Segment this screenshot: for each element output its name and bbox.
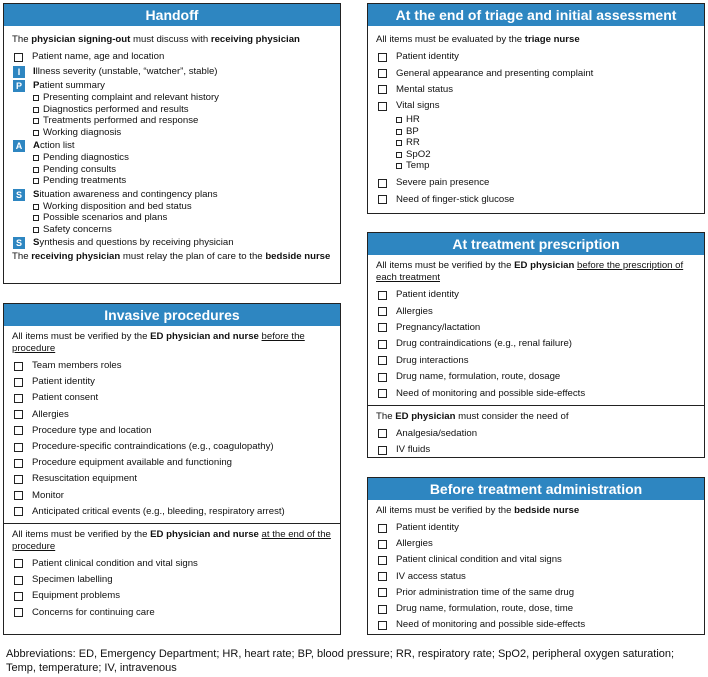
handoff-outro: The receiving physician must relay the plan of care to the bedside nurse <box>12 251 331 263</box>
triage-item[interactable]: Mental status <box>376 82 696 98</box>
checkbox[interactable] <box>378 588 387 597</box>
action-sub-item[interactable]: Pending treatments <box>33 175 129 187</box>
invasive-title: Invasive procedures <box>4 304 340 326</box>
checkbox[interactable] <box>396 117 402 123</box>
ipass-action-list: A Action list Pending diagnostics Pending consults Pending treatments <box>12 140 332 187</box>
prescription-item[interactable]: Need of monitoring and possible side-effects <box>376 385 696 401</box>
checkbox[interactable] <box>378 356 387 365</box>
summary-sub-item[interactable]: Treatments performed and response <box>33 115 219 127</box>
checkbox[interactable] <box>33 204 39 210</box>
triage-intro: All items must be evaluated by the triage nurse <box>376 34 580 45</box>
prescription-consider-item[interactable]: Analgesia/sedation <box>376 426 696 442</box>
situation-sub-item[interactable]: Safety concerns <box>33 224 218 236</box>
prescription-item[interactable]: Patient identity <box>376 287 696 303</box>
invasive-end-item[interactable]: Concerns for continuing care <box>12 604 332 620</box>
checkbox[interactable] <box>378 621 387 630</box>
administration-item[interactable]: Allergies <box>376 536 696 552</box>
triage-item[interactable]: Patient identity <box>376 49 696 65</box>
checkbox[interactable] <box>33 95 39 101</box>
invasive-end-item[interactable]: Equipment problems <box>12 588 332 604</box>
prescription-item[interactable]: Drug contraindications (e.g., renal failure) <box>376 336 696 352</box>
invasive-before-item[interactable]: Procedure type and location <box>12 423 332 439</box>
checkbox[interactable] <box>396 152 402 158</box>
ipass-letter-p: P <box>13 80 25 92</box>
prescription-consider-intro: The ED physician must consider the need of <box>376 410 569 422</box>
checkbox[interactable] <box>378 389 387 398</box>
ipass-letter-a: A <box>13 140 25 152</box>
checkbox[interactable] <box>378 291 387 300</box>
handoff-item-patient-info[interactable]: Patient name, age and location <box>12 49 332 65</box>
invasive-before-item[interactable]: Procedure equipment available and functioning <box>12 455 332 471</box>
ipass-situation: S Situation awareness and contingency plans Working disposition and bed status Possible scenarios and plans Safety concerns <box>12 189 332 236</box>
prescription-item[interactable]: Drug interactions <box>376 353 696 369</box>
checkbox[interactable] <box>33 155 39 161</box>
handoff-panel <box>3 3 341 284</box>
administration-item[interactable]: Patient identity <box>376 520 696 536</box>
administration-item[interactable]: IV access status <box>376 569 696 585</box>
prescription-item[interactable]: Pregnancy/lactation <box>376 320 696 336</box>
checkbox[interactable] <box>378 556 387 565</box>
checkbox[interactable] <box>33 178 39 184</box>
checkbox[interactable] <box>33 118 39 124</box>
checkbox[interactable] <box>14 459 23 468</box>
checkbox[interactable] <box>378 195 387 204</box>
triage-item[interactable]: Need of finger-stick glucose <box>376 191 696 207</box>
checkbox[interactable] <box>396 163 402 169</box>
checkbox[interactable] <box>14 559 23 568</box>
checkbox[interactable] <box>378 429 387 438</box>
invasive-before-item[interactable]: Anticipated critical events (e.g., bleeding, respiratory arrest) <box>12 504 332 520</box>
triage-item-vital-signs[interactable]: Vital signs <box>376 98 696 114</box>
abbreviations-footnote: Abbreviations: ED, Emergency Department; HR, heart rate; BP, blood pressure; RR, respiratory rate; SpO2, peripheral oxygen saturation; Temp, temperature; IV, intravenous <box>6 648 675 674</box>
invasive-before-item[interactable]: Allergies <box>12 407 332 423</box>
vital-sub-item[interactable]: Temp <box>376 161 696 173</box>
checkbox[interactable] <box>33 167 39 173</box>
vital-sub-item[interactable]: BP <box>376 126 696 138</box>
checkbox[interactable] <box>378 572 387 581</box>
vital-sub-item[interactable]: HR <box>376 115 696 127</box>
checkbox[interactable] <box>14 53 23 62</box>
prescription-intro: All items must be verified by the ED physician before the prescription of each treatment <box>376 260 684 283</box>
invasive-before-item[interactable]: Patient identity <box>12 374 332 390</box>
checkbox[interactable] <box>14 576 23 585</box>
checkbox[interactable] <box>378 524 387 533</box>
checkbox[interactable] <box>378 85 387 94</box>
checkbox[interactable] <box>378 323 387 332</box>
checkbox[interactable] <box>378 540 387 549</box>
checkbox[interactable] <box>396 140 402 146</box>
action-sub-item[interactable]: Pending diagnostics <box>33 152 129 164</box>
action-sub-item[interactable]: Pending consults <box>33 164 129 176</box>
checkbox[interactable] <box>14 507 23 516</box>
checkbox[interactable] <box>14 426 23 435</box>
invasive-end-intro: All items must be verified by the ED physician and nurse at the end of the procedure <box>12 528 331 552</box>
checkbox[interactable] <box>14 394 23 403</box>
checkbox[interactable] <box>14 592 23 601</box>
checkbox[interactable] <box>396 129 402 135</box>
checkbox[interactable] <box>378 340 387 349</box>
administration-panel <box>367 477 705 635</box>
invasive-before-item[interactable]: Monitor <box>12 488 332 504</box>
checkbox[interactable] <box>378 53 387 62</box>
invasive-procedures-panel <box>3 303 341 635</box>
prescription-item[interactable]: Allergies <box>376 303 696 319</box>
invasive-end-item[interactable]: Patient clinical condition and vital signs <box>12 556 332 572</box>
summary-sub-item[interactable]: Working diagnosis <box>33 127 219 139</box>
checkbox[interactable] <box>33 130 39 136</box>
invasive-before-item[interactable]: Resuscitation equipment <box>12 471 332 487</box>
checkbox[interactable] <box>14 608 23 617</box>
prescription-consider-item[interactable]: IV fluids <box>376 442 696 458</box>
checkbox[interactable] <box>33 107 39 113</box>
ipass-letter-s2: S <box>13 237 25 249</box>
summary-sub-item[interactable]: Diagnostics performed and results <box>33 104 219 116</box>
checkbox[interactable] <box>378 179 387 188</box>
prescription-title: At treatment prescription <box>368 233 704 255</box>
prescription-item[interactable]: Drug name, formulation, route, dosage <box>376 369 696 385</box>
checkbox[interactable] <box>14 410 23 419</box>
summary-sub-item[interactable]: Presenting complaint and relevant history <box>33 92 219 104</box>
invasive-end-item[interactable]: Specimen labelling <box>12 572 332 588</box>
administration-item[interactable]: Need of monitoring and possible side-effects <box>376 617 696 633</box>
checkbox[interactable] <box>14 491 23 500</box>
ipass-synthesis: S Synthesis and questions by receiving physician <box>12 237 332 249</box>
situation-sub-item[interactable]: Possible scenarios and plans <box>33 212 218 224</box>
ipass-letter-s: S <box>13 189 25 201</box>
triage-title: At the end of triage and initial assessment <box>368 4 704 26</box>
checkbox[interactable] <box>378 102 387 111</box>
checkbox[interactable] <box>378 307 387 316</box>
checkbox[interactable] <box>14 475 23 484</box>
handoff-intro: The physician signing-out must discuss with receiving physician <box>12 34 300 45</box>
vital-sub-item[interactable]: SpO2 <box>376 149 696 161</box>
ipass-patient-summary: P Patient summary Presenting complaint and relevant history Diagnostics performed and results Treatments performed and response Working diagnosis <box>12 80 332 138</box>
administration-intro: All items must be verified by the bedside nurse <box>376 505 580 516</box>
vital-sub-item[interactable]: RR <box>376 138 696 150</box>
ipass-illness: I Illness severity (unstable, “watcher”, stable) <box>12 66 332 78</box>
administration-item[interactable]: Patient clinical condition and vital signs <box>376 552 696 568</box>
checkbox[interactable] <box>14 378 23 387</box>
triage-item[interactable]: General appearance and presenting complaint <box>376 65 696 81</box>
invasive-before-intro: All items must be verified by the ED physician and nurse before the procedure <box>12 331 305 354</box>
administration-item[interactable]: Prior administration time of the same drug <box>376 585 696 601</box>
ipass-letter-i: I <box>13 66 25 78</box>
prescription-panel <box>367 232 705 458</box>
administration-item[interactable]: Drug name, formulation, route, dose, time <box>376 601 696 617</box>
administration-title: Before treatment administration <box>368 478 704 500</box>
checkbox[interactable] <box>378 69 387 78</box>
invasive-before-item[interactable]: Patient consent <box>12 390 332 406</box>
checkbox[interactable] <box>33 227 39 233</box>
situation-sub-item[interactable]: Working disposition and bed status <box>33 201 218 213</box>
triage-item[interactable]: Severe pain presence <box>376 175 696 191</box>
checkbox[interactable] <box>378 373 387 382</box>
checkbox[interactable] <box>33 215 39 221</box>
checkbox[interactable] <box>14 443 23 452</box>
handoff-title: Handoff <box>4 4 340 26</box>
checkbox[interactable] <box>378 605 387 614</box>
checkbox[interactable] <box>14 362 23 371</box>
triage-panel <box>367 3 705 214</box>
invasive-before-item[interactable]: Procedure-specific contraindications (e.g., coagulopathy) <box>12 439 332 455</box>
invasive-before-item[interactable]: Team members roles <box>12 358 332 374</box>
checkbox[interactable] <box>378 446 387 455</box>
